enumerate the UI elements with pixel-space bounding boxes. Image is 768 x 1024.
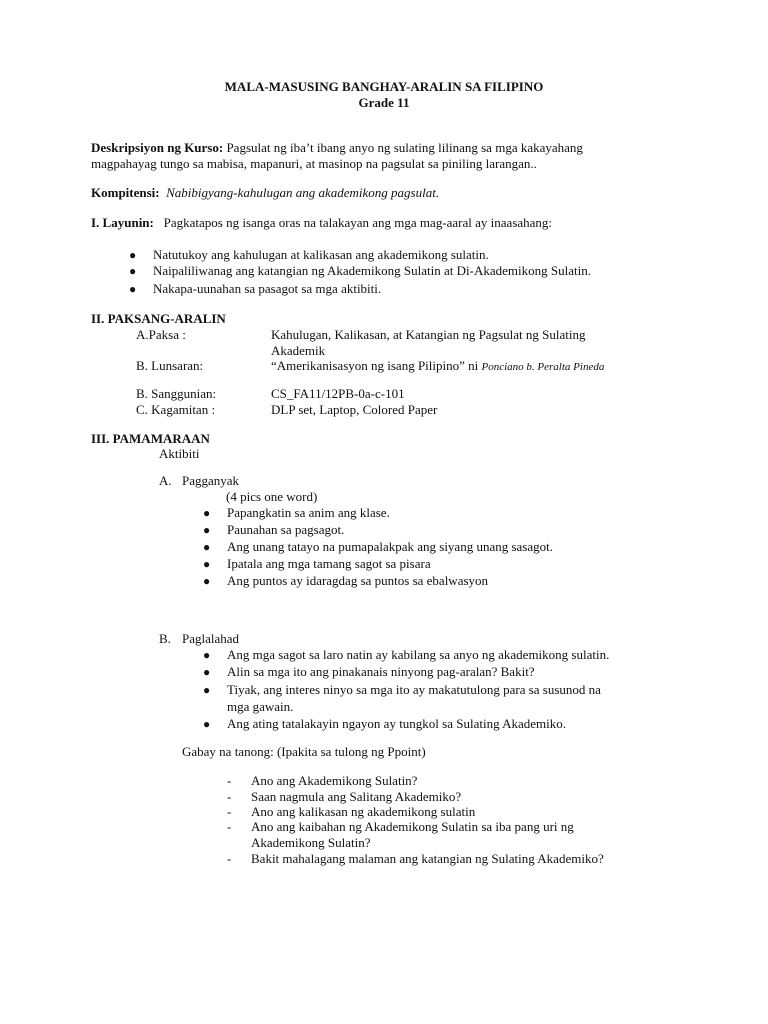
bullet-icon: ●: [203, 665, 211, 679]
section-a-label: Pagganyak: [182, 473, 240, 488]
bullet-icon: ●: [203, 540, 211, 554]
bullet-icon: ●: [129, 248, 137, 262]
section-b-letter: B.: [159, 631, 171, 646]
paglalahad-item-continuation: mga gawain.: [227, 699, 294, 714]
bullet-icon: ●: [203, 523, 211, 537]
layunin-line: [91, 215, 552, 231]
kagamitan-value: DLP set, Laptop, Colored Paper: [271, 402, 438, 417]
bullet-icon: ●: [203, 506, 211, 520]
section-b-label: Paglalahad: [182, 631, 240, 646]
bullet-icon: ●: [129, 282, 137, 296]
bullet-icon: ●: [203, 717, 211, 731]
paksang-aralin-heading: II. PAKSANG-ARALIN: [91, 311, 226, 326]
kompitensi-label: Kompitensi:: [91, 185, 160, 200]
kompitensi-text: Nabibigyang-kahulugan ang akademikong pagsulat.: [166, 185, 440, 200]
lesson-plan-page: MALA-MASUSING BANGHAY-ARALIN SA FILIPINO Grade 11 Deskripsiyon ng Kurso: Pagsulat ng iba’t ibang anyo ng sulating lilinang sa mga kakayahang magpahayag tungo sa mabisa, mapanuri, at masinop na pagsulat sa piniling larangan.. Kompitensi: Nabibigyang-kahulugan ang akademikong pagsulat. I. Layunin: Pagkatapos ng isanga oras na talakayan ang mga mag-aaral ay inaasahang: ● Natutukoy ang kahulugan at kalikasan ang akademikong sulatin. ● Naipaliliwanag ang katangian ng Akademikong Sulatin at Di-Akademikong Sulatin. ● Nakapa-uunahan sa pasagot sa mga aktibiti. II. PAKSANG-ARALIN A.Paksa : Kahulugan, Kalikasan, at Katangian ng Pagsulat ng Sulating Akademik B. Lunsaran: “Amerikanisasyon ng isang Pilipino” ni Ponciano b. Peralta Pineda B. Sanggunian: CS_FA11/12PB-0a-c-101 C. Kagamitan : DLP set, Laptop, Colored Paper III. PAMAMARAAN Aktibiti A. Pagganyak (4 pics one word) ● Papangkatin sa anim ang klase. ● Paunahan sa pagsagot. ● Ang unang tatayo na pumapalakpak ang siyang unang sasagot. ● Ipatala ang mga tamang sagot sa pisara ● Ang puntos ay idaragdag sa puntos sa ebalwasyon B. Paglalahad ● Ang mga sagot sa laro natin ay kabilang sa anyo ng akademikong sulatin. ● Alin sa mga ito ang pinakanais ninyong pag-aralan? Bakit? ● Tiyak, ang interes ninyo sa mga ito ay makatutulong para sa susunod na mga gawain. ● Ang ating tatalakayin ngayon ay tungkol sa Sulating Akademiko. Gabay na tanong: (Ipakita sa tulong ng Ppoint) - Ano ang Akademikong Sulatin? - Saan nagmula ang Salitang Akademiko? - Ano ang kalikasan ng akademikong sulatin - Ano ang kaibahan ng Akademikong Sulatin sa iba pang uri ng Akademikong Sulatin? - Bakit mahalagang malaman ang katangian ng Sulating Akademiko?: [0, 0, 768, 1024]
document-title: MALA-MASUSING BANGHAY-ARALIN SA FILIPINO: [224, 79, 544, 94]
lunsaran-author: Ponciano b. Peralta Pineda: [481, 361, 605, 373]
gabay-na-tanong: Gabay na tanong: (Ipakita sa tulong ng Ppoint): [182, 744, 426, 759]
bullet-icon: ●: [203, 574, 211, 588]
layunin-label: I. Layunin:: [91, 215, 154, 230]
paksa-label: A.Paksa :: [136, 327, 186, 342]
bullet-icon: ●: [203, 683, 211, 697]
deskripsiyon-label: Deskripsiyon ng Kurso:: [91, 140, 224, 155]
layunin-text: Pagkatapos ng isanga oras na talakayan ang mga mag-aaral ay inaasahang:: [163, 215, 553, 230]
bullet-icon: ●: [203, 648, 211, 662]
document-grade: Grade 11: [358, 95, 410, 110]
section-a-letter: A.: [159, 473, 172, 488]
paksa-value-line1: Kahulugan, Kalikasan, at Katangian ng Pagsulat ng Sulating: [271, 327, 586, 342]
question-item-continuation: Akademikong Sulatin?: [251, 835, 371, 850]
section-a-sub: (4 pics one word): [226, 489, 318, 504]
bullet-icon: ●: [129, 264, 137, 278]
kompitensi-line: [91, 185, 439, 201]
kagamitan-label: C. Kagamitan :: [136, 402, 216, 417]
deskripsiyon-text1: Pagsulat ng iba’t ibang anyo ng sulating lilinang sa mga kakayahang: [226, 140, 583, 155]
bullet-icon: ●: [203, 557, 211, 571]
paksa-value-line2: Akademik: [271, 343, 326, 358]
sanggunian-label: B. Sanggunian:: [136, 386, 217, 401]
lunsaran-value: “Amerikanisasyon ng isang Pilipino” ni Ponciano b. Peralta Pineda: [271, 358, 605, 373]
deskripsiyon-line1: [91, 140, 583, 156]
sanggunian-value: CS_FA11/12PB-0a-c-101: [271, 386, 405, 401]
deskripsiyon-text2: magpahayag tungo sa mabisa, mapanuri, at masinop na pagsulat sa piniling larangan..: [91, 156, 537, 171]
aktibiti-label: Aktibiti: [159, 446, 200, 461]
pamamaraan-heading: III. PAMAMARAAN: [91, 431, 210, 446]
lunsaran-label: B. Lunsaran:: [136, 358, 204, 373]
